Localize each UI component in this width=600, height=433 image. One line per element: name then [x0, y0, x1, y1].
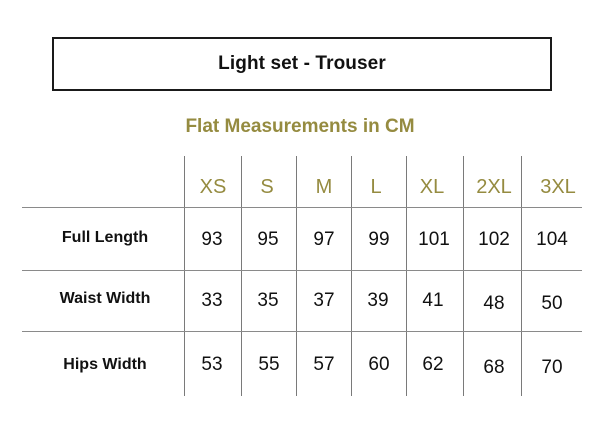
table-cell: 68 — [483, 357, 505, 378]
table-cell: 39 — [367, 290, 389, 311]
page-title: Light set - Trouser — [218, 53, 386, 74]
size-header: 2XL — [476, 176, 512, 198]
table-cell: 62 — [422, 354, 444, 375]
row-divider — [22, 270, 582, 271]
size-header: 3XL — [540, 176, 576, 198]
title-box — [52, 37, 552, 91]
table-cell: 70 — [541, 357, 563, 378]
table-cell: 41 — [422, 290, 444, 311]
table-cell: 50 — [541, 293, 563, 314]
table-cell: 57 — [313, 354, 335, 375]
row-divider — [22, 331, 582, 332]
size-header: XS — [199, 176, 227, 198]
table-cell: 93 — [201, 229, 223, 250]
table-cell: 104 — [536, 229, 568, 250]
table-cell: 53 — [201, 354, 223, 375]
table-caption: Flat Measurements in CM — [185, 116, 415, 137]
table-cell: 101 — [418, 229, 450, 250]
table-cell: 60 — [368, 354, 390, 375]
table-cell: 35 — [257, 290, 279, 311]
size-header: XL — [419, 176, 445, 198]
table-cell: 48 — [483, 293, 505, 314]
table-cell: 97 — [313, 229, 335, 250]
table-cell: 99 — [368, 229, 390, 250]
row-divider — [22, 207, 582, 208]
size-header: M — [315, 176, 333, 198]
row-label: Hips Width — [63, 356, 147, 373]
table-cell: 55 — [258, 354, 280, 375]
table-cell: 33 — [201, 290, 223, 311]
row-label: Full Length — [61, 229, 149, 246]
size-header: S — [260, 176, 274, 198]
row-label: Waist Width — [59, 290, 151, 307]
table-cell: 37 — [313, 290, 335, 311]
table-cell: 102 — [478, 229, 510, 250]
table-cell: 95 — [257, 229, 279, 250]
size-header: L — [370, 176, 382, 198]
